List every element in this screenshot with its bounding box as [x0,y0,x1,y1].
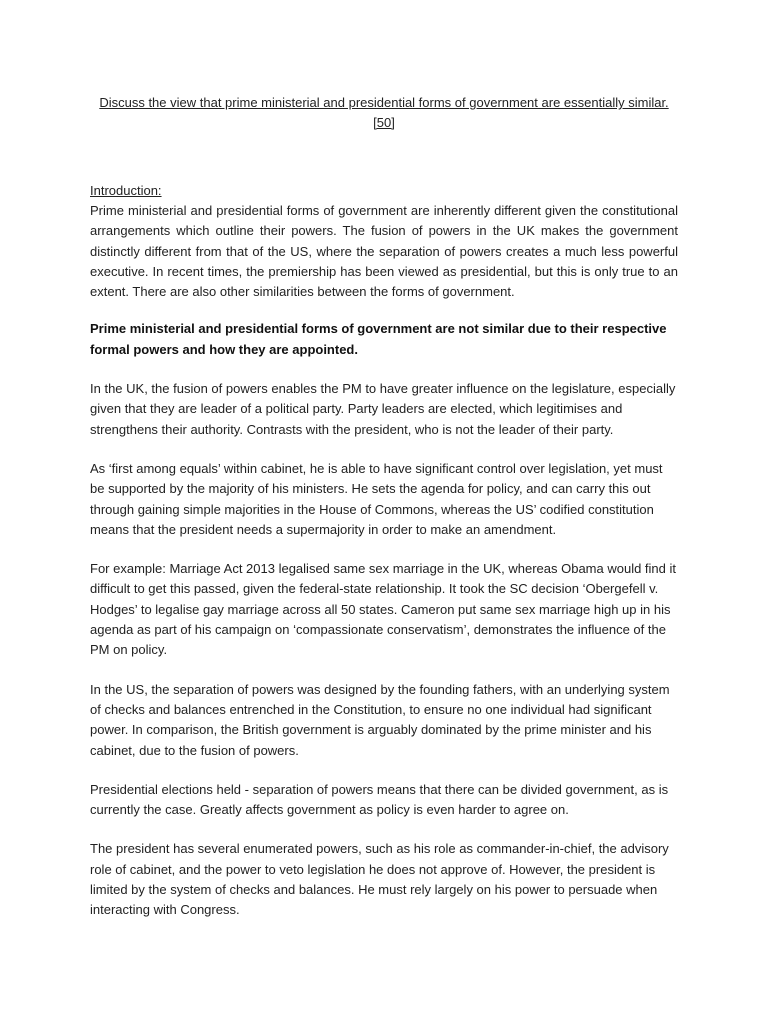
body-paragraph-6: The president has several enumerated powers, such as his role as commander-in-chief, the advisory role of cabinet, and the power to veto legislation he does not approve of. However, the president is limited by the system of checks and balances. He must rely largely on his power to persuade when interacting with Congress. [90,841,669,918]
introduction-paragraph: Prime ministerial and presidential forms of government are inherently different given the constitutional arrangements which outline their powers. The fusion of powers in the UK makes the government distinctly different from that of the US, where the separation of powers creates a much less powerful executive. In recent times, the premiership has been viewed as presidential, but this is only true to an extent. There are also other similarities between the forms of government. [90,203,678,300]
essay-title: Discuss the view that prime ministerial and presidential forms of government are essentially similar. [50] [99,95,669,130]
section-heading: Prime ministerial and presidential forms of government are not similar due to their respective formal powers and how they are appointed. [90,321,667,357]
introduction-heading: Introduction: [90,183,162,198]
body-paragraph-4: In the US, the separation of powers was designed by the founding fathers, with an underlying system of checks and balances entrenched in the Constitution, to ensure no one individual had significant power. In comparison, the British government is arguably dominated by the prime minister and his cabinet, due to the fusion of powers. [90,681,670,758]
document-page [90,93,678,940]
body-paragraph-3: For example: Marriage Act 2013 legalised same sex marriage in the UK, whereas Obama would find it difficult to get this passed, given the federal-state relationship. It took the SC decision ‘Obergefell v. Hodges’ to legalise gay marriage across all 50 states. Cameron put same sex marriage high up in his agenda as part of his campaign on ‘compassionate conservatism’, demonstrates the influence of the PM on policy. [90,561,677,658]
body-paragraph-5: Presidential elections held - separation of powers means that there can be divided government, as is currently the case. Greatly affects government as policy is even harder to agree on. [90,781,669,818]
body-paragraph-2: As ‘first among equals’ within cabinet, he is able to have significant control over legislation, yet must be supported by the majority of his ministers. He sets the agenda for policy, and can carry this out through gaining simple majorities in the House of Commons, whereas the US’ codified constitution means that the president needs a supermajority in order to make an amendment. [90,460,663,537]
body-paragraph-1: In the UK, the fusion of powers enables the PM to have greater influence on the legislature, especially given that they are leader of a political party. Party leaders are elected, which legitimises and strengthens their authority. Contrasts with the president, who is not the leader of their party. [90,381,676,437]
